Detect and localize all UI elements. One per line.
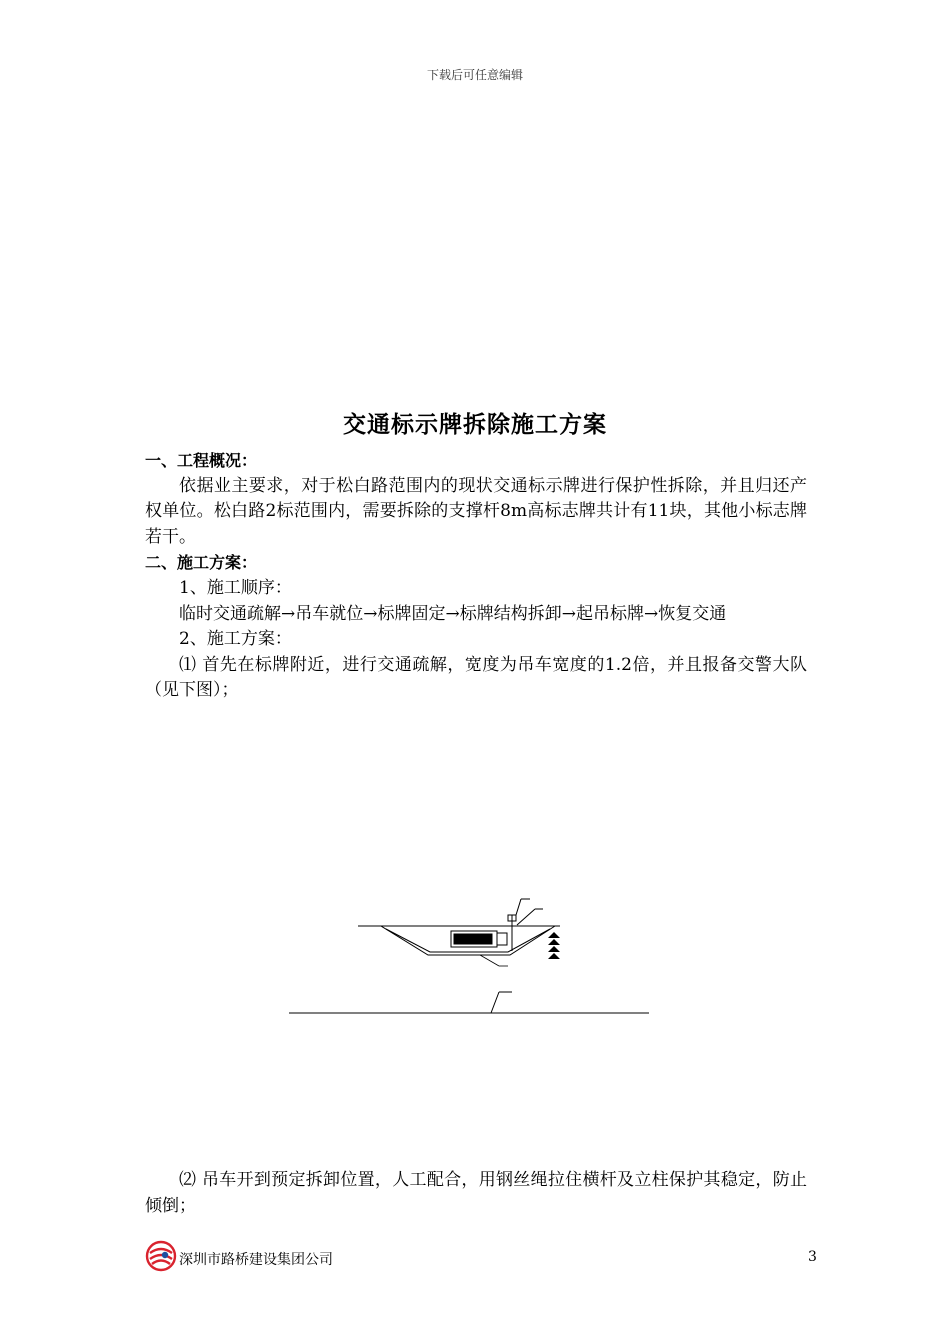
sub2-heading: 2、施工方案： (179, 629, 292, 650)
section1-heading: 一、工程概况： (145, 451, 258, 470)
diagram-lower-road (289, 992, 649, 1013)
crane-truck (451, 931, 507, 947)
footer-company-name: 深圳市路桥建设集团公司 (179, 1252, 333, 1268)
section2-heading: 二、施工方案： (145, 553, 258, 573)
section1-paragraph: 依据业主要求，对于松白路范围内的现状交通标示牌进行保护性拆除，并且归还产权单位。松白路2标范围内，需要拆除的支撑杆8m高标志牌共计有11块，其他小标志牌若干。 (145, 475, 807, 547)
company-logo (145, 1240, 177, 1272)
step1-text: ⑴ 首先在标牌附近，进行交通疏解，宽度为吊车宽度的1.2倍，并且报备交警大队（见下图）； (145, 654, 807, 701)
header-note: 下载后可任意编辑 (426, 68, 523, 82)
diagram-callouts (480, 955, 508, 966)
sign-post (508, 899, 543, 951)
sub1-text: 临时交通疏解→吊车就位→标牌固定→标牌结构拆卸→起吊标牌→恢复交通 (179, 603, 727, 624)
traffic-cones (548, 932, 560, 959)
step2-text: ⑵ 吊车开到预定拆卸位置，人工配合，用钢丝绳拉住横杆及立柱保护其稳定，防止倾倒； (145, 1170, 807, 1216)
page-number: 3 (808, 1249, 817, 1265)
sub1-heading: 1、施工顺序： (179, 577, 292, 598)
document-body (145, 448, 807, 704)
document-title: 交通标示牌拆除施工方案 (343, 412, 607, 438)
document-body-continued (145, 1167, 807, 1219)
traffic-diversion-diagram (285, 885, 655, 1020)
